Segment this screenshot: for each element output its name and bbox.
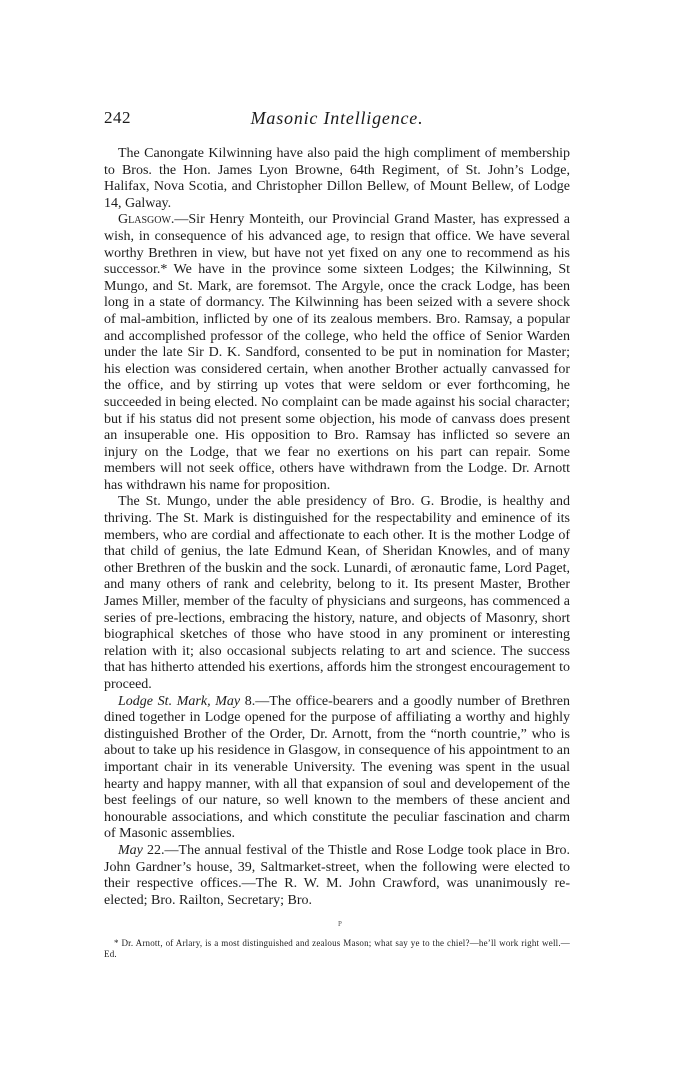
body-text <box>104 146 570 909</box>
paragraph-lodge-st-mark <box>104 694 570 843</box>
paragraph-glasgow <box>104 212 570 494</box>
page-number: 242 <box>104 108 131 127</box>
paragraph-may-22-body: 22.—The annual festival of the Thistle and Rose Lodge took place in Bro. John Gardner’s house, 39, Saltmarket-street, when the following were elected to their respective offices.—The R. W. M. John Crawford, was unanimously re-elected; Bro. Railton, Secretary; Bro. <box>104 842 570 908</box>
paragraph-lodge-st-mark-body: 8.—The office-bearers and a goodly number of Brethren dined together in Lodge opened for the purpose of affiliating a worthy and highly distinguished Brother of the Order, Dr. Arnott, from the “north countrie,” who is about to take up his residence in Glasgow, in consequence of his appointment to an important chair in its venerable University. The evening was spent in the usual hearty and happy manner, with all that expansion of soul and developement of the best feelings of our nature, so well known to the members of these ancient and honourable associations, and which constitute the peculiar fascination and charm of Masonic assemblies. <box>104 693 570 842</box>
running-title: Masonic Intelligence. <box>250 108 424 128</box>
paragraph-st-mungo: The St. Mungo, under the able presidency of Bro. G. Brodie, is healthy and thriving. The St. Mark is distinguished for the respectability and eminence of its members, who are cordial and affectionate to each other. It is the mother Lodge of that child of genius, the late Edmund Kean, of Sheridan Knowles, and of many other Brethren of the buskin and the sock. Lunardi, of æronautic fame, Lord Paget, and many others of rank and celebrity, belong to it. Its present Master, Brother James Miller, member of the faculty of physicians and surgeons, has commenced a series of pre-lections, embracing the history, nature, and objects of Masonry, short biographical sketches of those who have stood in any prominent or interesting relation with it; also occasional subjects relating to art and science. The success that has hitherto attended his exertions, affords him the strongest encouragement to proceed. <box>104 494 570 692</box>
signature-mark: P <box>338 920 342 928</box>
paragraph-lead-may-22: May <box>118 842 143 858</box>
paragraph-glasgow-body: —Sir Henry Monteith, our Provincial Grand Master, has expressed a wish, in consequence of his advanced age, to resign that office. We have several worthy Brethren in view, but have not yet fixed on any one to recommend as his successor.* We have in the province some sixteen Lodges; the Kilwinning, St Mungo, and St. Mark, are foremsot. The Argyle, once the crack Lodge, has been long in a state of dormancy. The Kilwinning has been seized with a severe shock of mal-ambition, inflicted by one of its zealous members. Bro. Ramsay, a popular and accomplished professor of the college, who held the office of Senior Warden under the late Sir D. K. Sandford, consented to be put in nomination for Master; his election was considered certain, when another Brother actually canvassed for the office, and by stirring up votes that were seldom or ever forthcoming, he succeeded in being elected. No complaint can be made against his social character; but if his status did not present some objection, his mode of canvass does present an insuperable one. His opposition to Bro. Ramsay has inflicted so severe an injury on the Lodge, that we fear no exertions on his part can repair. Some members will not seek office, others have withdrawn from the Lodge. Dr. Arnott has withdrawn his name for proposition. <box>104 212 570 493</box>
paragraph-canongate: The Canongate Kilwinning have also paid the high compliment of membership to Bros. the Hon. James Lyon Browne, 64th Regiment, of St. John’s Lodge, Halifax, Nova Scotia, and Christopher Dillon Bellew, of Mount Bellew, of Lodge 14, Galway. <box>104 146 570 211</box>
page-header <box>104 108 570 130</box>
paragraph-lead-lodge-st-mark: Lodge St. Mark, May <box>118 693 241 709</box>
paragraph-lead-glasgow: Glasgow. <box>118 212 175 228</box>
footnote: * Dr. Arnott, of Arlary, is a most distinguished and zealous Mason; what say ye to the chiel?—he’ll work right well.—Ed. <box>104 938 570 959</box>
paragraph-may-22 <box>104 843 570 909</box>
